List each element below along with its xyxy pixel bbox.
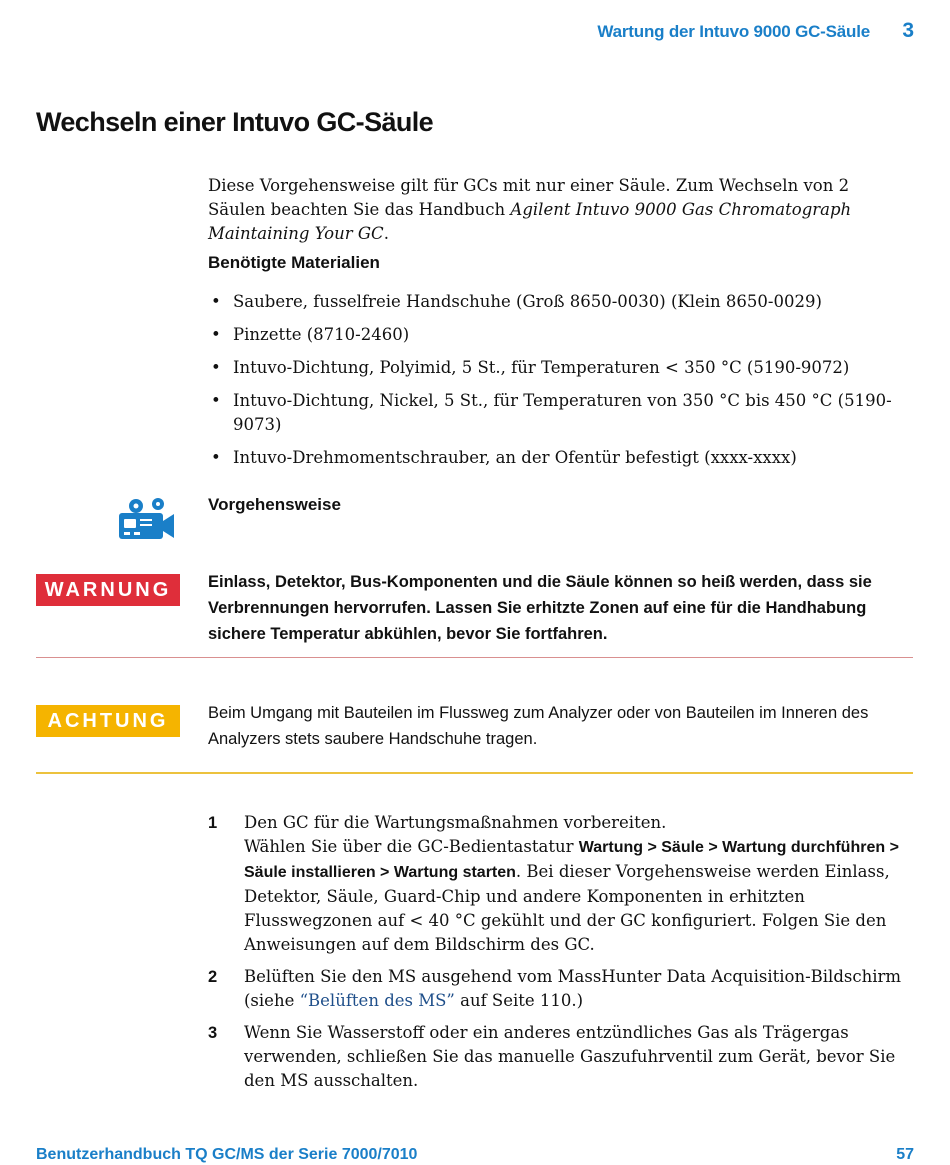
running-header-title: Wartung der Intuvo 9000 GC-Säule <box>597 22 870 41</box>
warning-badge: WARNUNG <box>36 574 180 606</box>
list-item <box>208 389 908 437</box>
list-item-text: Intuvo-Drehmomentschrauber, an der Ofentür befestigt (xxxx-xxxx) <box>233 448 797 467</box>
bullet: • <box>211 358 221 377</box>
caution-badge: ACHTUNG <box>36 705 180 737</box>
step-number: 2 <box>208 968 218 986</box>
step-text <box>244 965 918 1013</box>
list-item <box>208 290 908 314</box>
list-item-text: Intuvo-Dichtung, Polyimid, 5 St., für Temperaturen < 350 °C (5190-9072) <box>233 358 850 377</box>
step-text: Wenn Sie Wasserstoff oder ein anderes entzündliches Gas als Trägergas verwenden, schließen Sie das manuelle Gaszufuhrventil zum Gerät, bevor Sie den MS ausschalten. <box>244 1023 896 1090</box>
footer-manual-title: Benutzerhandbuch TQ GC/MS der Serie 7000/7010 <box>36 1146 418 1163</box>
intro-text: Diese Vorgehensweise gilt für GCs mit nur einer Säule. Zum Wechseln von 2 Säulen beachten Sie das Handbuch <box>208 176 850 219</box>
bullet: • <box>211 325 221 344</box>
intro-text-end: . <box>383 224 389 243</box>
step-text-part: . Bei dieser Vorgehensweise werden Einlass, Detektor, Säule, Guard-Chip und andere Komponenten in erhitzten Flusswegzonen auf < 40 °C gekühlt und der GC konfiguriert. Folgen Sie den Anweisungen auf dem Bildschirm des GC. <box>244 862 890 954</box>
step-text-part: auf Seite 110.) <box>454 991 584 1010</box>
step-text-part: Wählen Sie über die GC-Bedientastatur <box>244 837 579 856</box>
page-number: 57 <box>896 1146 914 1163</box>
warning-divider <box>36 657 913 658</box>
step-number: 3 <box>208 1024 218 1042</box>
list-item <box>208 446 908 470</box>
list-item-text: Intuvo-Dichtung, Nickel, 5 St., für Temperaturen von 350 °C bis 450 °C (5190-9073) <box>233 391 892 434</box>
bullet: • <box>211 448 221 467</box>
menu-path: Wartung > Säule > Wartung durchführen > Säule installieren > Wartung starten <box>244 839 899 881</box>
warning-text: Einlass, Detektor, Bus-Komponenten und die Säule können so heiß werden, dass sie Verbrennungen hervorrufen. Lassen Sie erhitzte Zonen auf eine für die Handhabung sichere Temperatur abkühlen, bevor Sie fortfahren. <box>208 573 872 643</box>
list-item <box>208 323 908 347</box>
step-number: 1 <box>208 814 218 832</box>
page-title: Wechseln einer Intuvo GC-Säule <box>36 107 434 137</box>
procedure-steps <box>208 811 918 1101</box>
list-item <box>208 356 908 380</box>
step-1 <box>208 811 918 957</box>
step-text-part: Belüften Sie den MS ausgehend vom MassHunter Data Acquisition-Bildschirm (siehe <box>244 967 902 1010</box>
procedure-heading: Vorgehensweise <box>208 495 341 514</box>
video-camera-icon <box>116 497 176 541</box>
caution-divider <box>36 772 913 774</box>
cross-reference-link[interactable]: “Belüften des MS” <box>299 991 455 1010</box>
step-2 <box>208 965 918 1013</box>
list-item-text: Pinzette (8710-2460) <box>233 325 410 344</box>
materials-list <box>208 290 908 479</box>
step-line: Den GC für die Wartungsmaßnahmen vorbereiten. <box>244 813 667 832</box>
bullet: • <box>211 292 221 311</box>
step-text <box>244 835 918 957</box>
materials-heading: Benötigte Materialien <box>208 253 380 272</box>
manual-title: Agilent Intuvo 9000 Gas Chromatograph Maintaining Your GC <box>208 200 852 243</box>
chapter-number: 3 <box>902 19 914 42</box>
intro-paragraph <box>208 174 908 246</box>
step-3 <box>208 1021 918 1093</box>
list-item-text: Saubere, fusselfreie Handschuhe (Groß 8650-0030) (Klein 8650-0029) <box>233 292 822 311</box>
bullet: • <box>211 391 221 410</box>
caution-text: Beim Umgang mit Bauteilen im Flussweg zum Analyzer oder von Bauteilen im Inneren des Analyzers stets saubere Handschuhe tragen. <box>208 704 869 748</box>
